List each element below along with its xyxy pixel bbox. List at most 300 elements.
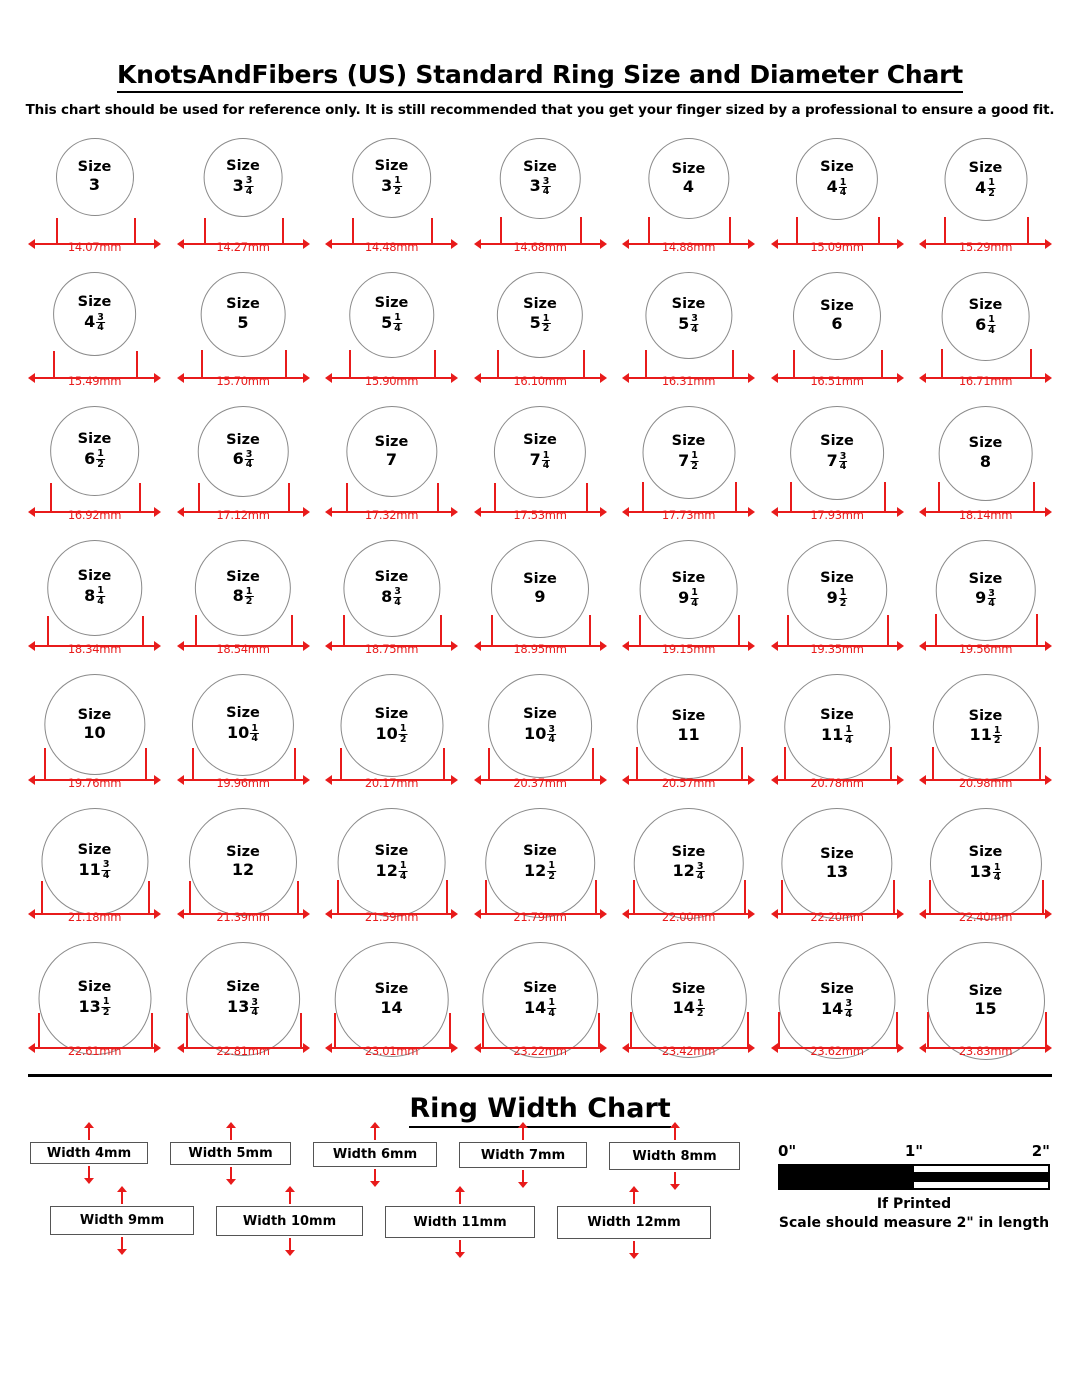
diameter-measurement [177,1014,310,1064]
size-word-label: Size [77,706,112,723]
scale-segment-inner-bar [914,1172,1048,1182]
size-fraction: $\frac{3}{4}$ [251,996,258,1018]
measure-tick-right [595,880,597,914]
size-value: 5 $\frac{1}{2}$ [529,312,550,335]
scale-segment-first-inch [780,1166,914,1188]
diameter-value: 22.61mm [67,1044,122,1058]
size-word-label: Size [968,159,1003,176]
size-word-label: Size [523,295,557,312]
width-arrow-up-icon [230,1126,232,1140]
size-value: 3 $\frac{3}{4}$ [232,175,253,197]
size-fraction: $\frac{1}{4}$ [988,314,995,336]
size-fraction: $\frac{1}{4}$ [394,312,401,334]
diameter-measurement [474,344,607,394]
size-value: 13 [825,861,849,881]
printed-scale-bar [778,1164,1050,1190]
diameter-value: 20.78mm [810,776,864,790]
size-fraction: $\frac{3}{4}$ [245,175,253,197]
ring-size-cell [771,400,904,534]
size-fraction: $\frac{3}{4}$ [845,998,852,1020]
diameter-measurement [622,1014,755,1064]
ring-size-cell [177,400,310,534]
size-value: 6 $\frac{3}{4}$ [232,448,253,471]
ring-size-circle [56,138,134,216]
width-arrow-up-icon [459,1190,461,1204]
size-fraction: $\frac{3}{4}$ [394,586,401,608]
diameter-value: 21.18mm [67,910,122,924]
width-arrowhead-up-icon [518,1122,528,1128]
ring-size-cell [919,936,1052,1070]
size-value: 5 [237,312,249,332]
ring-size-cell [474,802,607,936]
size-fraction: $\frac{3}{4}$ [97,311,104,333]
size-value: 14 $\frac{3}{4}$ [821,998,852,1020]
size-value: 9 $\frac{1}{2}$ [826,587,847,609]
diameter-value: 19.96mm [216,776,270,790]
size-fraction: $\frac{3}{4}$ [245,448,253,471]
size-word-label: Size [374,158,409,175]
size-word-label: Size [820,570,854,587]
ring-size-cell [622,936,755,1070]
size-value: 11 $\frac{3}{4}$ [78,859,110,881]
measure-tick-left [482,1013,484,1048]
ring-width-item [216,1206,363,1236]
ring-size-cell [325,266,458,400]
size-value: 11 [677,724,700,744]
diameter-value: 20.57mm [661,776,716,790]
ring-size-cell [28,668,161,802]
size-word-label: Size [226,843,260,860]
ring-size-cell [177,802,310,936]
ring-size-row [28,534,1052,668]
diameter-value: 15.70mm [216,374,270,388]
diameter-value: 21.59mm [364,910,419,924]
size-word-label: Size [968,707,1003,724]
size-fraction: $\frac{3}{4}$ [839,450,847,472]
size-word-label: Size [226,431,260,448]
size-fraction: $\frac{3}{4}$ [696,860,704,883]
size-value: 11 $\frac{1}{2}$ [969,724,1001,747]
width-box: Width 4mm [30,1142,148,1164]
diameter-value: 16.51mm [810,374,864,388]
width-arrowhead-down-icon [518,1182,528,1188]
diameter-measurement [177,880,310,930]
size-value: 13 $\frac{1}{2}$ [78,996,110,1018]
diameter-measurement [622,612,755,662]
ring-size-cell [771,266,904,400]
size-value: 7 $\frac{1}{2}$ [678,450,698,472]
ring-size-cell [622,132,755,266]
size-fraction: $\frac{3}{4}$ [988,587,995,610]
diameter-measurement [177,612,310,662]
width-arrowhead-down-icon [226,1179,236,1185]
diameter-measurement [177,478,310,528]
ring-size-cell [325,132,458,266]
measure-tick-left [781,880,783,914]
size-value: 4 [682,176,695,196]
diameter-measurement [28,1014,161,1064]
diameter-value: 20.37mm [513,776,567,790]
diameter-value: 18.75mm [364,642,419,656]
ring-size-cell [474,400,607,534]
measure-tick-right [1042,880,1044,915]
size-word-label: Size [374,433,409,450]
measure-tick-left [186,1013,188,1048]
size-value: 6 [831,314,843,334]
size-word-label: Size [968,570,1003,587]
ring-size-circle [500,138,581,219]
size-word-label: Size [77,841,112,858]
ring-size-cell [622,668,755,802]
size-word-label: Size [820,433,854,450]
size-fraction: $\frac{1}{2}$ [839,587,847,609]
diameter-value: 14.88mm [661,240,716,254]
size-word-label: Size [968,982,1003,999]
size-fraction: $\frac{1}{4}$ [251,722,258,745]
diameter-measurement [771,880,904,930]
width-arrow-up-icon [633,1190,635,1204]
ring-size-cell [771,534,904,668]
diameter-value: 22.40mm [958,910,1013,924]
size-fraction: $\frac{3}{4}$ [548,723,555,745]
width-arrowhead-up-icon [285,1186,295,1192]
size-word-label: Size [374,981,409,998]
size-word-label: Size [671,980,706,997]
ring-width-item [170,1142,291,1165]
width-arrowhead-up-icon [84,1122,94,1128]
diameter-measurement [474,210,607,260]
ring-width-item [313,1142,437,1167]
size-value: 7 $\frac{1}{4}$ [529,449,550,472]
ring-size-cell [622,802,755,936]
size-value: 7 $\frac{3}{4}$ [826,450,847,472]
size-word-label: Size [77,978,112,995]
width-arrowhead-down-icon [285,1250,295,1256]
size-word-label: Size [226,568,260,585]
size-fraction: $\frac{1}{2}$ [691,450,698,472]
ring-size-cell [28,936,161,1070]
width-arrowhead-down-icon [455,1252,465,1258]
section-divider [28,1074,1052,1077]
measure-tick-right [297,881,299,915]
ring-size-cell [28,266,161,400]
ring-size-cell [28,534,161,668]
size-value: 9 [534,587,546,607]
width-arrowhead-up-icon [117,1186,127,1192]
diameter-measurement [622,344,755,394]
size-value: 10 $\frac{3}{4}$ [524,723,555,745]
diameter-measurement [325,746,458,796]
diameter-value: 14.27mm [216,240,270,254]
width-arrowhead-down-icon [629,1253,639,1259]
size-word-label: Size [968,435,1003,452]
size-value: 12 [231,860,255,880]
diameter-value: 16.10mm [513,374,567,388]
size-fraction: $\frac{1}{2}$ [993,724,1001,747]
ring-size-row [28,266,1052,400]
width-arrow-up-icon [289,1190,291,1204]
ring-size-cell [622,266,755,400]
printed-scale-marks [778,1142,1050,1164]
size-word-label: Size [77,294,112,311]
size-fraction: $\frac{1}{4}$ [542,449,550,472]
diameter-measurement [622,880,755,930]
diameter-value: 21.79mm [513,910,567,924]
size-value: 3 [88,175,101,195]
width-arrow-up-icon [674,1126,676,1140]
ring-size-cell [325,668,458,802]
measure-tick-right [446,880,448,914]
size-word-label: Size [523,158,557,175]
diameter-measurement [325,210,458,260]
width-arrow-up-icon [374,1126,376,1140]
diameter-measurement [919,344,1052,394]
ring-size-row [28,802,1052,936]
size-fraction: $\frac{3}{4}$ [542,175,550,198]
measure-tick-left [41,881,43,914]
size-value: 10 $\frac{1}{2}$ [375,723,407,745]
width-arrow-up-icon [88,1126,90,1140]
diameter-measurement [771,746,904,796]
diameter-value: 18.34mm [67,642,122,656]
ring-size-cell [474,936,607,1070]
printed-scale-note [778,1195,1050,1233]
size-value: 14 $\frac{1}{2}$ [672,997,704,1020]
ring-width-item [609,1142,740,1170]
measure-tick-left [38,1013,40,1048]
diameter-value: 19.76mm [67,776,122,790]
size-fraction: $\frac{1}{2}$ [696,997,704,1020]
page-title [0,0,1080,89]
diameter-measurement [474,746,607,796]
diameter-value: 23.83mm [958,1044,1013,1058]
diameter-measurement [919,612,1052,662]
ring-size-cell [771,936,904,1070]
diameter-value: 16.31mm [661,374,716,388]
size-word-label: Size [226,157,260,174]
diameter-value: 16.71mm [958,374,1013,388]
diameter-value: 23.01mm [364,1044,419,1058]
ring-size-cell [919,534,1052,668]
size-fraction: $\frac{1}{2}$ [542,312,550,335]
printed-scale-note-line1: If Printed [876,1196,952,1212]
diameter-value: 19.56mm [958,642,1013,656]
diameter-measurement [919,880,1052,930]
size-word-label: Size [77,568,112,585]
diameter-value: 17.12mm [216,508,270,522]
size-value: 5 $\frac{3}{4}$ [678,313,698,335]
diameter-measurement [622,210,755,260]
ring-size-cell [28,802,161,936]
measure-tick-right [148,881,150,914]
ring-size-cell [474,266,607,400]
diameter-value: 17.32mm [364,508,419,522]
size-value: 8 $\frac{3}{4}$ [381,586,401,608]
diameter-measurement [474,1014,607,1064]
diameter-measurement [474,612,607,662]
width-arrowhead-up-icon [370,1122,380,1128]
measure-tick-left [189,881,191,915]
ring-size-cell [177,936,310,1070]
diameter-measurement [771,210,904,260]
diameter-measurement [177,746,310,796]
measure-tick-left [778,1012,780,1048]
ring-size-cell [474,534,607,668]
measure-tick-right [744,880,746,914]
size-word-label: Size [226,296,260,313]
measure-tick-left [927,1012,929,1048]
diameter-value: 17.73mm [661,508,716,522]
ring-width-item [459,1142,587,1168]
diameter-measurement [325,344,458,394]
ring-size-cell [919,266,1052,400]
width-arrowhead-up-icon [455,1186,465,1192]
size-fraction: $\frac{1}{4}$ [839,176,847,199]
size-value: 15 [974,999,997,1019]
ring-width-section [0,1142,1080,1239]
measure-tick-left [630,1012,632,1048]
size-value: 8 $\frac{1}{2}$ [232,585,253,608]
size-value: 7 [385,449,398,469]
printed-scale [778,1142,1050,1233]
ring-width-item [30,1142,148,1164]
size-value: 3 $\frac{3}{4}$ [529,175,550,198]
diameter-value: 17.93mm [810,508,864,522]
scale-mark-1: 1" [904,1142,924,1160]
ring-size-circle [944,138,1027,221]
diameter-measurement [28,478,161,528]
ring-width-item [50,1206,194,1235]
ring-size-cell [325,936,458,1070]
diameter-measurement [325,612,458,662]
ring-size-cell [919,400,1052,534]
ring-size-row [28,132,1052,266]
size-value: 6 $\frac{1}{4}$ [975,314,995,336]
size-fraction: $\frac{1}{2}$ [548,860,555,882]
size-word-label: Size [671,295,706,312]
measure-tick-right [151,1013,153,1048]
width-box: Width 6mm [313,1142,437,1167]
size-fraction: $\frac{1}{4}$ [548,997,555,1019]
size-value: 13 $\frac{3}{4}$ [227,996,258,1018]
size-value: 9 $\frac{1}{4}$ [678,587,698,609]
size-word-label: Size [523,570,557,587]
diameter-value: 19.15mm [661,642,716,656]
ring-size-cell [919,668,1052,802]
diameter-value: 23.42mm [661,1044,716,1058]
scale-mark-0: 0" [778,1142,797,1160]
size-word-label: Size [671,569,706,586]
size-value: 11 $\frac{1}{4}$ [821,724,852,746]
ring-size-circle [204,138,283,217]
diameter-measurement [771,612,904,662]
size-word-label: Size [226,979,260,996]
diameter-value: 18.54mm [216,642,270,656]
diameter-measurement [919,1014,1052,1064]
ring-size-cell [622,534,755,668]
size-value: 4 $\frac{1}{4}$ [826,176,847,199]
ring-size-row [28,400,1052,534]
diameter-value: 14.68mm [513,240,567,254]
diameter-measurement [28,880,161,930]
size-fraction: $\frac{1}{2}$ [399,723,407,745]
size-fraction: $\frac{1}{4}$ [97,585,104,607]
diameter-value: 14.07mm [67,240,122,254]
ring-size-grid [0,132,1080,1070]
size-value: 14 [380,997,403,1017]
ring-size-cell [919,802,1052,936]
diameter-value: 22.81mm [216,1044,270,1058]
size-word-label: Size [820,980,854,997]
diameter-value: 23.62mm [810,1044,864,1058]
diameter-value: 21.39mm [216,910,270,924]
size-word-label: Size [77,158,112,175]
ring-size-cell [622,400,755,534]
printed-scale-note-line2: Scale should measure 2" in length [778,1214,1050,1231]
size-fraction: $\frac{1}{2}$ [97,448,104,470]
size-word-label: Size [374,705,409,722]
size-value: 9 $\frac{3}{4}$ [975,587,995,610]
ring-width-chart-title [0,1093,1080,1124]
diameter-value: 15.29mm [958,240,1013,254]
diameter-measurement [177,210,310,260]
width-arrowhead-down-icon [370,1181,380,1187]
diameter-measurement [771,478,904,528]
size-value: 4 $\frac{1}{2}$ [975,177,995,199]
ring-size-circle [352,138,432,218]
width-box: Width 10mm [216,1206,363,1236]
scale-mark-2: 2" [1031,1142,1050,1160]
width-box: Width 12mm [557,1206,711,1239]
size-fraction: $\frac{1}{2}$ [394,175,401,197]
diameter-value: 15.49mm [67,374,122,388]
width-arrowhead-down-icon [84,1178,94,1184]
size-fraction: $\frac{1}{4}$ [993,861,1001,884]
ring-size-cell [474,668,607,802]
size-fraction: $\frac{3}{4}$ [691,313,698,335]
ring-width-item [385,1206,535,1238]
size-word-label: Size [968,296,1003,313]
diameter-measurement [28,210,161,260]
size-fraction: $\frac{1}{4}$ [399,860,407,882]
width-box: Width 11mm [385,1206,535,1238]
size-fraction: $\frac{1}{4}$ [691,587,698,609]
diameter-value: 18.14mm [958,508,1013,522]
width-arrow-up-icon [522,1126,524,1140]
size-word-label: Size [374,295,409,312]
size-word-label: Size [968,844,1003,861]
page-title-text: KnotsAndFibers (US) Standard Ring Size and Diameter Chart [117,60,963,93]
width-arrow-up-icon [121,1190,123,1204]
ring-width-item [557,1206,711,1239]
ring-size-row [28,936,1052,1070]
page-subtitle: This chart should be used for reference only. It is still recommended that you get your finger sized by a professional to ensure a good fit. [25,102,1055,118]
size-value: 14 $\frac{1}{4}$ [524,997,555,1019]
ring-size-cell [325,534,458,668]
width-box: Width 8mm [609,1142,740,1170]
size-value: 8 [979,451,992,471]
size-value: 12 $\frac{1}{4}$ [375,860,407,882]
size-word-label: Size [523,980,557,997]
diameter-measurement [919,478,1052,528]
size-fraction: $\frac{3}{4}$ [102,859,110,881]
ring-size-cell [771,132,904,266]
width-box: Width 5mm [170,1142,291,1165]
size-word-label: Size [523,843,557,860]
diameter-value: 14.48mm [364,240,419,254]
size-word-label: Size [523,432,557,449]
diameter-measurement [919,746,1052,796]
